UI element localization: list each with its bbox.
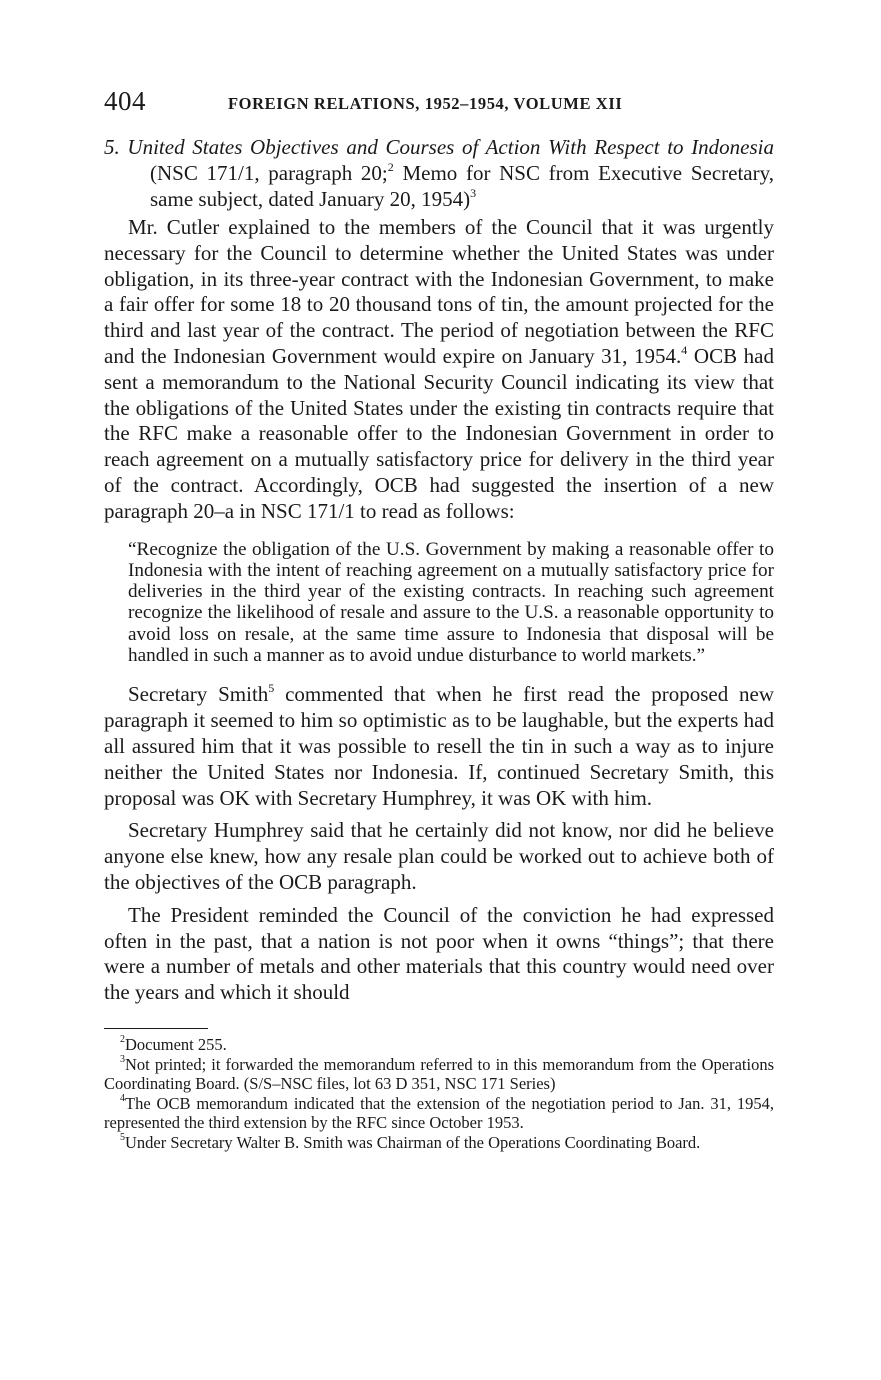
document-page: [104, 86, 774, 1152]
paragraph-cutler: [104, 215, 774, 525]
item-number: 5.: [104, 135, 120, 159]
volume-title: FOREIGN RELATIONS, 1952–1954, VOLUME XII: [228, 94, 623, 113]
footnote-text: Not printed; it forwarded the memorandum referred to in this memorandum from the Operations Coordinating Board. (S/S–NSC files, lot 63 D 351, NSC 171 Series): [104, 1054, 774, 1094]
paragraph-president: The President reminded the Council of the conviction he had expressed often in the past, that a nation is not poor when it owns “things”; that there were a number of metals and other materials that this country would need over the years and which it should: [104, 902, 774, 1005]
paragraph-smith: [104, 682, 774, 811]
paragraph-text: Mr. Cutler explained to the members of the Council that it was urgently necessary for the Council to determine whether the United States was under obligation, in its three-year contract with the Indonesian Government, to make a fair offer for some 18 to 20 thousand tons of tin, the amount projected for the third and last year of the contract. The period of negotiation between the RFC and the Indonesian Government would expire on January 31, 1954.: [104, 215, 774, 368]
footnote-4: [104, 1094, 774, 1133]
footnote-marker: 2: [120, 1034, 125, 1046]
footnotes: [104, 1035, 774, 1153]
footnote-2: [104, 1035, 774, 1055]
paragraph-humphrey: Secretary Humphrey said that he certainly did not know, nor did he believe anyone else knew, how any resale plan could be worked out to achieve both of the objectives of the OCB paragraph.: [104, 818, 774, 894]
footnote-ref-3[interactable]: 3: [470, 186, 477, 200]
footnote-5: [104, 1133, 774, 1153]
footnote-ref-4[interactable]: 4: [681, 342, 688, 357]
footnote-marker: 5: [120, 1132, 125, 1144]
paragraph-text: Secretary Smith: [128, 682, 269, 707]
paragraph-text: OCB had sent a memorandum to the National Security Council indicating its view that the obligations of the United States under the existing tin contracts require that the RFC make a reasonable offer to the Indonesian Government in order to reach agreement on a mutually satisfactory price for delivery in the third year of the contract. Accordingly, OCB had suggested the insertion of a new paragraph 20–a in NSC 171/1 to read as follows:: [104, 343, 775, 523]
item-reference-memo: Memo for NSC from Executive Secretary, same subject, dated January 20, 1954): [150, 161, 774, 211]
page-number: 404: [104, 86, 146, 116]
footnote-ref-5[interactable]: 5: [268, 681, 275, 696]
footnote-marker: 4: [120, 1093, 125, 1105]
footnote-text: Document 255.: [125, 1034, 227, 1054]
ocb-proposed-paragraph-quote: “Recognize the obligation of the U.S. Government by making a reasonable offer to Indonesia with the intent of reaching agreement on a mutually satisfactory price for deliveries in the third year of the existing contracts. In reaching such agreement recognize the likelihood of resale and assure to the U.S. a reasonable opportunity to avoid loss on resale, at the same time assure to Indonesia that disposal will be handled in such a manner as to avoid undue disturbance to world markets.”: [128, 538, 774, 667]
footnote-ref-2[interactable]: 2: [387, 160, 394, 174]
item-title: United States Objectives and Courses of Action With Respect to Indonesia: [127, 135, 775, 159]
footnote-text: The OCB memorandum indicated that the extension of the negotiation period to Jan. 31, 1954, represented the third extension by the RFC since October 1953.: [104, 1093, 774, 1133]
item-reference: (NSC 171/1, paragraph 20;: [150, 161, 388, 185]
running-header: [104, 86, 774, 126]
footnote-3: [104, 1055, 774, 1094]
footnote-marker: 3: [120, 1054, 125, 1065]
paragraph-text: commented that when he first read the proposed new paragraph it seemed to him so optimistic as to be laughable, but the experts had all assured him that it was possible to resell the tin in such a way as to injure neither the United States nor Indonesia. If, continued Secretary Smith, this proposal was OK with Secretary Humphrey, it was OK with him.: [104, 682, 775, 810]
footnote-text: Under Secretary Walter B. Smith was Chairman of the Operations Coordinating Board.: [125, 1132, 701, 1152]
footnote-divider: [104, 1028, 208, 1029]
agenda-item-heading: [104, 134, 774, 212]
